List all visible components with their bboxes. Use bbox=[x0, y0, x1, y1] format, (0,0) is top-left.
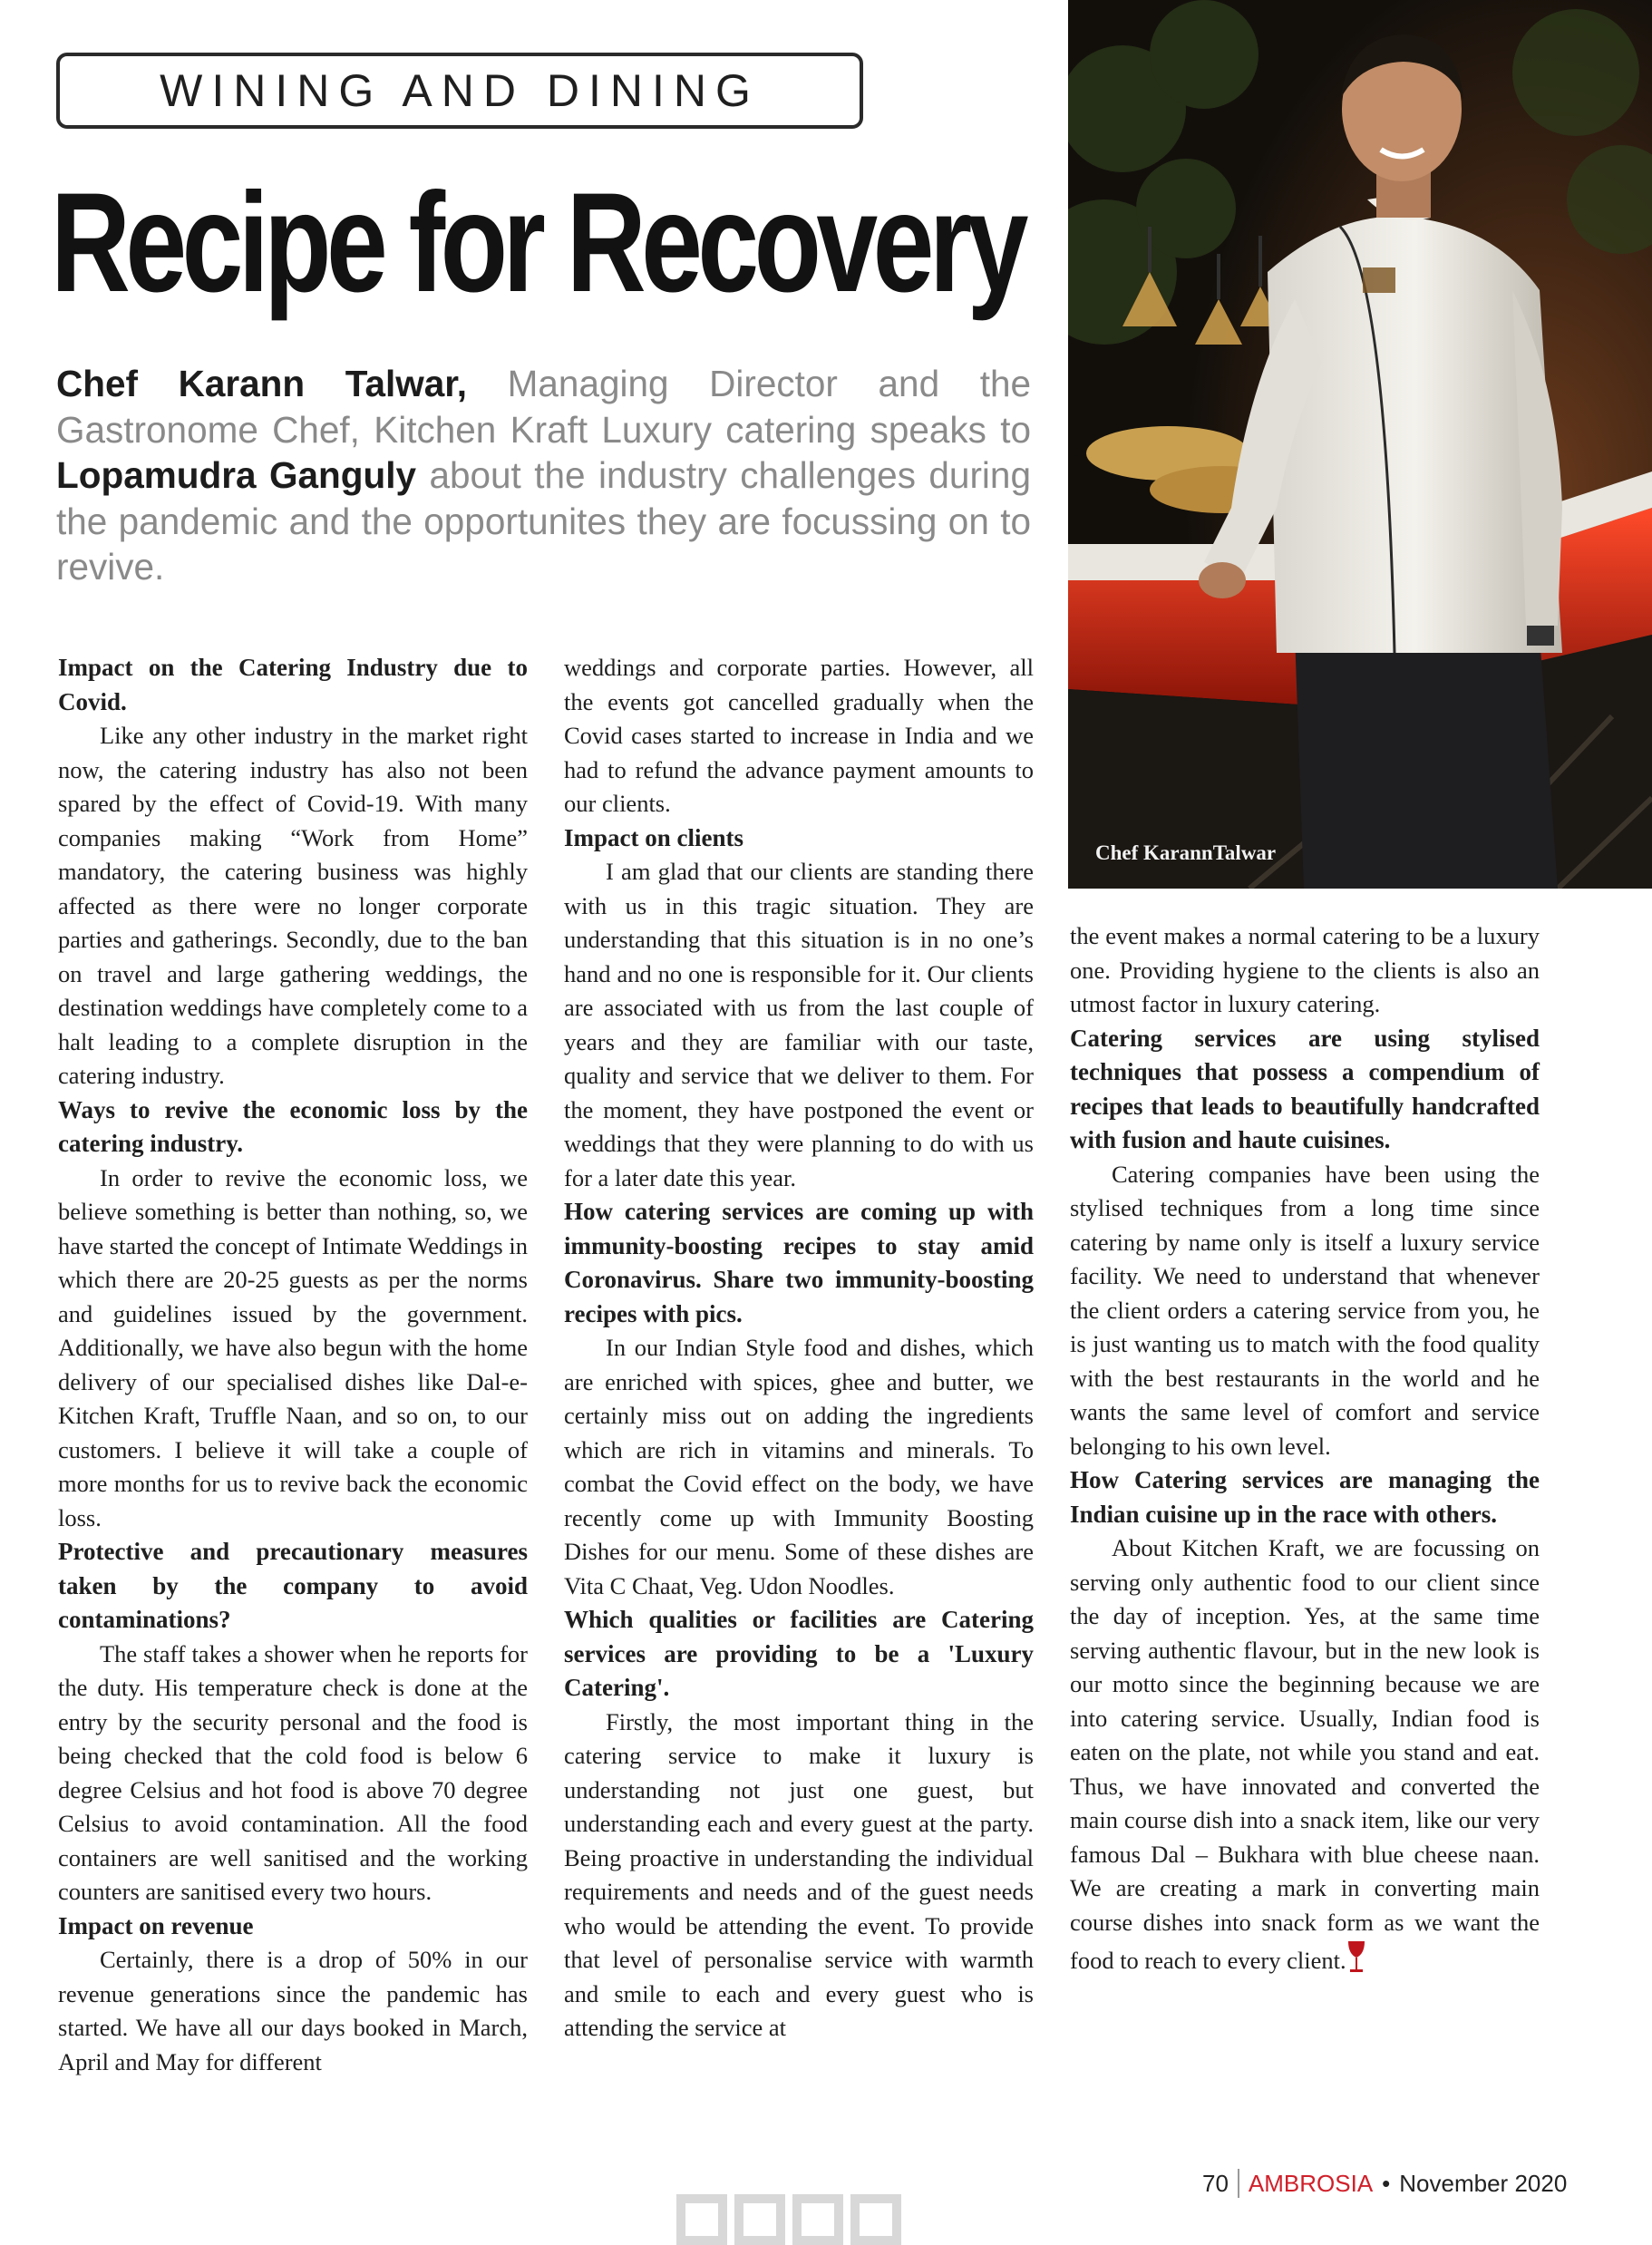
photo-caption: Chef KarannTalwar bbox=[1095, 841, 1277, 864]
chef-illustration bbox=[1068, 0, 1652, 889]
section-label: WINING AND DINING bbox=[56, 53, 863, 129]
footer-block bbox=[676, 2194, 727, 2245]
paragraph: In our Indian Style food and dishes, which are enriched with spices, ghee and butter, we certainly miss out on adding the ingredients which are rich in vitamins and minerals. To combat the Covid effect on the body, we have recently come up with Immunity Boosting Dishes for our menu. Some of these dishes are Vita C Chaat, Veg. Udon Noodles. bbox=[564, 1334, 1034, 1599]
subheading: Impact on revenue bbox=[58, 1911, 254, 1939]
subheading: Impact on clients bbox=[564, 823, 743, 851]
chef-photo bbox=[1068, 0, 1652, 889]
magazine-name: AMBROSIA bbox=[1248, 2169, 1374, 2197]
footer-bullet: • bbox=[1382, 2169, 1391, 2197]
footer-block bbox=[734, 2194, 785, 2245]
footer-block bbox=[792, 2194, 843, 2245]
page-number: 70 bbox=[1202, 2169, 1229, 2197]
page-footer bbox=[1202, 2169, 1567, 2198]
final-paragraph: About Kitchen Kraft, we are focussing on serving only authentic food to our client since the day of inception. Yes, at the same time serving authentic flavour, but in the new look is our motto since the beginning because we are into catering service. Usually, Indian food is eaten on the plate, not while you stand and eat. Thus, we have innovated and converted the main course dish into a snack item, like our very famous Dal – Bukhara with blue cheese naan. We are creating a mark in converting main course dishes into snack form as we want the food to reach to every client. bbox=[1070, 1534, 1540, 1974]
standfirst-text-1: Managing Director and the Gastronome Chef, Kitchen Kraft Luxury catering speaks to bbox=[56, 363, 1031, 451]
footer-divider bbox=[1238, 2169, 1239, 2198]
footer-decoration bbox=[676, 2194, 901, 2245]
subheading: Catering services are using stylised techniques that possess a compendium of recipes that leads to beautifully handcrafted with fusion and haute cuisines. bbox=[1070, 1024, 1540, 1153]
issue-date: November 2020 bbox=[1399, 2169, 1568, 2197]
paragraph: Certainly, there is a drop of 50% in our revenue generations since the pandemic has started. We have all our days booked in March, April and May for different bbox=[58, 1946, 528, 2075]
paragraph: In order to revive the economic loss, we believe something is better than nothing, so, we have started the concept of Intimate Weddings in which there are 20-25 guests as per the norms and guidelines issued by the government. Additionally, we have also begun with the home delivery of our specialised dishes like Dal-e-Kitchen Kraft, Truffle Naan, and so on, to our customers. I believe it will take a couple of more months for us to revive back the economic loss. bbox=[58, 1163, 528, 1531]
subheading: Impact on the Catering Industry due to Covid. bbox=[58, 654, 528, 715]
column-1 bbox=[58, 651, 528, 2079]
standfirst-text-2: about the industry challenges during the pandemic and the opportunites they are focussing on to revive. bbox=[56, 454, 1031, 588]
paragraph: I am glad that our clients are standing there with us in this tragic situation. They are understanding that this situation is in no one’s hand and no one is responsible for it. Our clients are associated with us from the last couple of years and they are familiar with our taste, quality and service that we deliver to them. For the moment, they have postponed the event or weddings that they were planning to do with us for a later date this year. bbox=[564, 858, 1034, 1191]
paragraph: Firstly, the most important thing in the catering service to make it luxury is understanding not just one guest, but understanding each and every guest at the party. Being proactive in understanding the individual requirements and needs and of the guest needs who would be attending the event. To provide that level of personalise service with warmth and smile to each and every guest who is attending the service at bbox=[564, 1707, 1034, 2041]
subheading: Which qualities or facilities are Catering services are providing to be a 'Luxury Catering'. bbox=[564, 1606, 1034, 1701]
paragraph: Like any other industry in the market right now, the catering industry has also not been spared by the effect of Covid-19. With many companies making “Work from Home” mandatory, the catering business was highly affected as there were no longer corporate parties and gatherings. Secondly, due to the ban on travel and large gathering weddings, the destination weddings have completely come to a halt leading to a complete disruption in the catering industry. bbox=[58, 722, 528, 1089]
subheading: How Catering services are managing the Indian cuisine up in the race with others. bbox=[1070, 1466, 1540, 1528]
paragraph: Catering companies have been using the stylised techniques from a long time since catering by name only is itself a luxury service facility. We need to understand that whenever the client orders a catering service from you, he is just wanting us to match with the food quality with the best restaurants in the world and he wants the same level of comfort and service belonging to his own level. bbox=[1070, 1160, 1540, 1460]
column-2 bbox=[564, 651, 1034, 2046]
column-3 bbox=[1070, 919, 1540, 1978]
headline: Recipe for Recovery bbox=[51, 164, 1025, 322]
footer-block bbox=[850, 2194, 901, 2245]
paragraph: the event makes a normal catering to be a luxury one. Providing hygiene to the clients is also an utmost factor in luxury catering. bbox=[1070, 922, 1540, 1017]
standfirst bbox=[56, 361, 1031, 590]
subheading: Protective and precautionary measures taken by the company to avoid contaminations? bbox=[58, 1538, 528, 1633]
interviewer-name: Lopamudra Ganguly bbox=[56, 454, 416, 496]
paragraph: The staff takes a shower when he reports for the duty. His temperature check is done at the entry by the security personal and the food is being checked that the cold food is below 6 degree Celsius and hot food is above 70 degree Celsius to avoid contamination. All the food containers are well sanitised and the working counters are sanitised every two hours. bbox=[58, 1639, 528, 1905]
paragraph: weddings and corporate parties. However, all the events got cancelled gradually when the Covid cases started to increase in India and we had to refund the advance payment amounts to our clients. bbox=[564, 654, 1034, 817]
subheading: Ways to revive the economic loss by the catering industry. bbox=[58, 1095, 528, 1157]
interviewee-name: Chef Karann Talwar, bbox=[56, 363, 468, 404]
subheading: How catering services are coming up with immunity-boosting recipes to stay amid Coronavirus. Share two immunity-boosting recipes with pics. bbox=[564, 1198, 1034, 1327]
wine-glass-icon bbox=[1346, 1939, 1366, 1976]
